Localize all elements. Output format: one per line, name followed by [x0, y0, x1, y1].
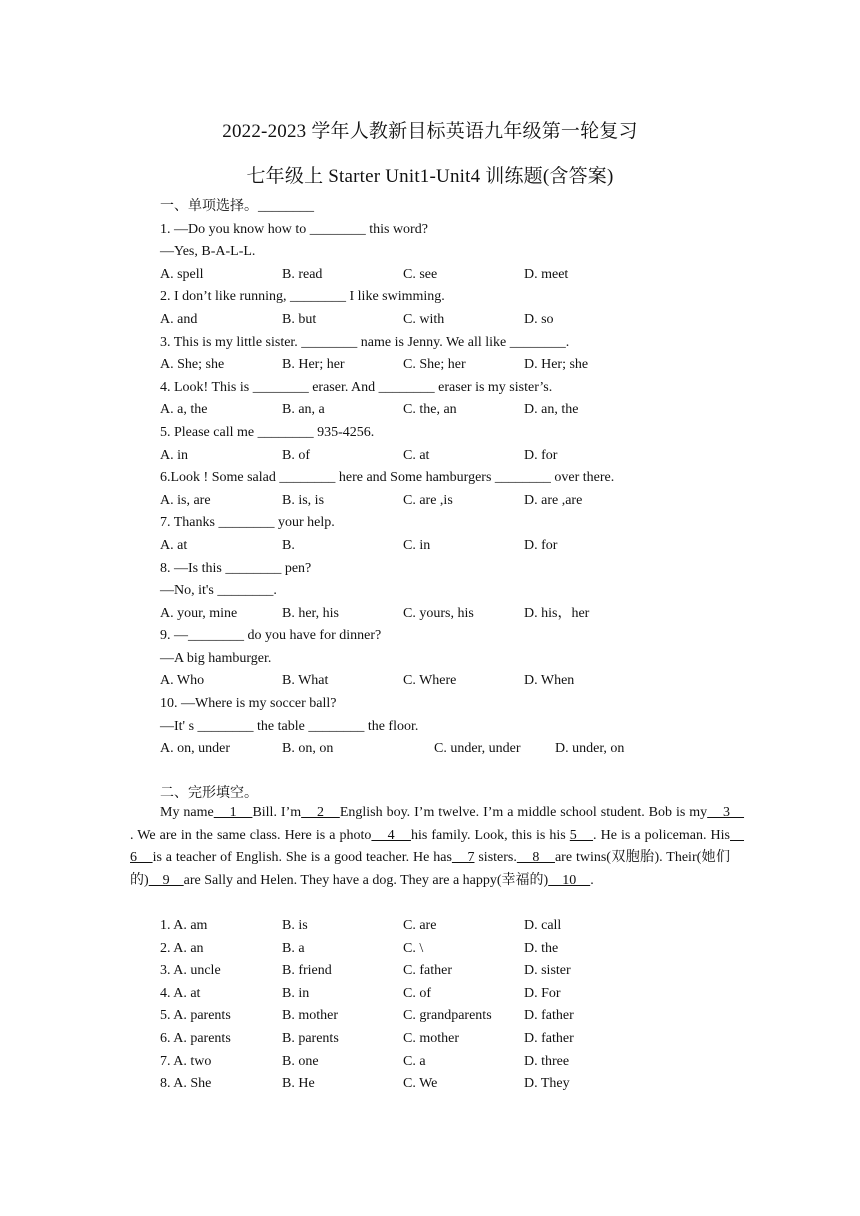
answer-option: B. one	[282, 1053, 319, 1069]
passage-text: sisters.	[474, 850, 517, 866]
passage-text: his family. Look, this is his	[410, 827, 570, 843]
question-item	[160, 286, 740, 331]
answer-option: B. read	[282, 266, 323, 282]
answer-option: C. at	[403, 447, 430, 463]
question-item	[160, 693, 740, 761]
answer-option: C. under, under	[434, 741, 521, 757]
question-item	[160, 467, 740, 512]
answer-option: B. on, on	[282, 741, 334, 757]
answer-option: A. in	[160, 447, 188, 463]
answer-option: D. call	[524, 918, 562, 933]
answer-option: B. What	[282, 673, 329, 689]
answer-option: C. are ,is	[403, 492, 453, 508]
question-item	[160, 332, 740, 377]
answer-option: D. father	[524, 1008, 574, 1024]
answer-option: A. She; she	[160, 357, 225, 373]
answer-option: D. meet	[524, 266, 569, 282]
cloze-passage	[130, 802, 745, 892]
cloze-option-row	[160, 1073, 740, 1096]
question-stem: 9. —________ do you have for dinner?	[160, 628, 382, 644]
answer-option: A. and	[160, 311, 198, 327]
question-stem: 6.Look ! Some salad ________ here and Some hamburgers ________ over there.	[160, 470, 615, 486]
passage-text: are Sally and Helen. They have a dog. They are a happy(幸福的)	[183, 872, 549, 888]
answer-option: D. the	[524, 940, 559, 956]
option-row	[160, 490, 740, 513]
passage-text: . We are in the same class. Here is a photo	[130, 827, 372, 843]
answer-option: D. sister	[524, 963, 571, 979]
answer-option: C. grandparents	[403, 1008, 492, 1024]
answer-option: A. your, mine	[160, 605, 238, 621]
answer-option: 8. A. She	[160, 1076, 212, 1092]
answer-option: B. is	[282, 918, 308, 933]
option-row	[160, 399, 740, 422]
question-stem: 4. Look! This is ________ eraser. And ________ eraser is my sister’s.	[160, 379, 553, 395]
blank-number: 1	[213, 805, 253, 820]
option-row	[160, 309, 740, 332]
question-stem: 10. —Where is my soccer ball?	[160, 696, 337, 712]
question-item	[160, 219, 740, 287]
answer-option: D. Her; she	[524, 357, 589, 373]
answer-option: B. of	[282, 447, 310, 463]
blank-number: 4	[371, 827, 411, 843]
passage-text: English boy. I’m twelve. I’m a middle school student. Bob is my	[339, 805, 708, 820]
answer-option: C. the, an	[403, 402, 457, 418]
blank-number: 3	[707, 805, 745, 820]
answer-option: C. She; her	[403, 357, 466, 373]
answer-option: B. but	[282, 311, 317, 327]
answer-option: 1. A. am	[160, 918, 208, 933]
question-stem: —It' s ________ the table ________ the floor.	[160, 718, 419, 734]
answer-option: B. mother	[282, 1008, 338, 1024]
blank-number: 5	[569, 827, 594, 843]
section-heading: 一、单项选择。________	[160, 199, 314, 214]
answer-option: 3. A. uncle	[160, 963, 221, 979]
answer-option: D. so	[524, 311, 554, 327]
answer-option: B. in	[282, 985, 310, 1001]
answer-option: B. Her; her	[282, 357, 345, 373]
answer-option: D. When	[524, 673, 575, 689]
answer-option: C. of	[403, 985, 431, 1001]
blank-number: 10	[548, 872, 591, 888]
answer-option: D. are ,are	[524, 492, 583, 508]
passage-text: Bill. I’m	[252, 805, 302, 820]
answer-option: C. yours, his	[403, 605, 474, 621]
answer-option: 7. A. two	[160, 1053, 212, 1069]
answer-option: C. Where	[403, 673, 457, 689]
cloze-option-row	[160, 1028, 740, 1051]
answer-option: D. an, the	[524, 402, 579, 418]
question-item	[160, 558, 740, 626]
question-stem: 1. —Do you know how to ________ this word?	[160, 221, 428, 237]
option-row	[160, 603, 740, 626]
answer-option: D. for	[524, 537, 558, 553]
answer-option: B. a	[282, 940, 305, 956]
answer-option: B. friend	[282, 963, 332, 979]
question-stem: 7. Thanks ________ your help.	[160, 515, 335, 531]
blank-number: 8	[516, 850, 555, 866]
passage-text: are twins(双胞胎). Their(她们的)	[130, 850, 731, 888]
answer-option: D. for	[524, 447, 558, 463]
answer-option: B. parents	[282, 1030, 339, 1046]
answer-option: A. spell	[160, 266, 204, 282]
answer-option: D. under, on	[555, 741, 625, 757]
question-stem: —A big hamburger.	[160, 650, 272, 666]
question-stem: 3. This is my little sister. ________ name is Jenny. We all like ________.	[160, 334, 570, 350]
answer-option: 5. A. parents	[160, 1008, 231, 1024]
answer-option: C. We	[403, 1076, 438, 1092]
answer-option: C. father	[403, 963, 452, 979]
answer-option: B. her, his	[282, 605, 339, 621]
question-item	[160, 377, 740, 422]
answer-option: C. \	[403, 940, 424, 956]
question-stem: 8. —Is this ________ pen?	[160, 560, 312, 576]
option-row	[160, 354, 740, 377]
passage-text: is a teacher of English. She is a good teacher. He has	[152, 850, 452, 866]
answer-option: D. father	[524, 1030, 574, 1046]
answer-option: C. mother	[403, 1030, 459, 1046]
cloze-option-row	[160, 960, 740, 983]
answer-option: A. at	[160, 537, 188, 553]
option-row	[160, 445, 740, 468]
answer-option: D. For	[524, 985, 561, 1001]
answer-option: B. an, a	[282, 402, 325, 418]
question-item	[160, 625, 740, 693]
cloze-option-row	[160, 915, 740, 938]
answer-option: C. in	[403, 537, 431, 553]
cloze-option-row	[160, 1051, 740, 1074]
answer-option: C. see	[403, 266, 438, 282]
section-single-choice	[160, 196, 740, 805]
question-stem: 5. Please call me ________ 935-4256.	[160, 424, 375, 440]
document-title: 2022-2023 学年人教新目标英语九年级第一轮复习	[222, 121, 638, 142]
answer-option: B. He	[282, 1076, 315, 1092]
blank-number: 2	[301, 805, 340, 820]
blank-number: 7	[451, 850, 475, 866]
answer-option: A. on, under	[160, 741, 230, 757]
question-list	[160, 219, 740, 761]
cloze-option-row	[160, 938, 740, 961]
question-stem: —No, it's ________.	[160, 583, 277, 599]
option-row	[160, 738, 740, 761]
answer-option: C. with	[403, 311, 445, 327]
answer-option: C. are	[403, 918, 437, 933]
answer-option: 6. A. parents	[160, 1030, 231, 1046]
option-row	[160, 670, 740, 693]
cloze-option-row	[160, 1005, 740, 1028]
option-row	[160, 535, 740, 558]
cloze-options-list	[160, 915, 740, 1096]
option-row	[160, 264, 740, 287]
blank-number: 9	[148, 872, 184, 888]
cloze-option-row	[160, 983, 740, 1006]
answer-option: D. They	[524, 1076, 570, 1092]
passage-text: My name	[160, 805, 214, 820]
passage-text: .	[590, 872, 594, 888]
question-stem: 2. I don’t like running, ________ I like swimming.	[160, 289, 445, 305]
answer-option: C. a	[403, 1053, 426, 1069]
passage-text: . He is a policeman. His	[593, 827, 731, 843]
answer-option: D. his，her	[524, 605, 590, 621]
question-item	[160, 512, 740, 557]
question-stem: —Yes, B-A-L-L.	[160, 244, 256, 260]
question-item	[160, 422, 740, 467]
section-heading: 二、完形填空。	[160, 785, 258, 801]
answer-option: A. is, are	[160, 492, 211, 508]
answer-option: B. is, is	[282, 492, 325, 508]
answer-option: A. a, the	[160, 402, 208, 418]
blank-number: 6	[130, 827, 745, 866]
answer-option: 2. A. an	[160, 940, 204, 956]
answer-option: B.	[282, 537, 295, 553]
document-subtitle: 七年级上 Starter Unit1-Unit4 训练题(含答案)	[246, 166, 614, 187]
answer-option: D. three	[524, 1053, 570, 1069]
answer-option: A. Who	[160, 673, 205, 689]
answer-option: 4. A. at	[160, 985, 201, 1001]
